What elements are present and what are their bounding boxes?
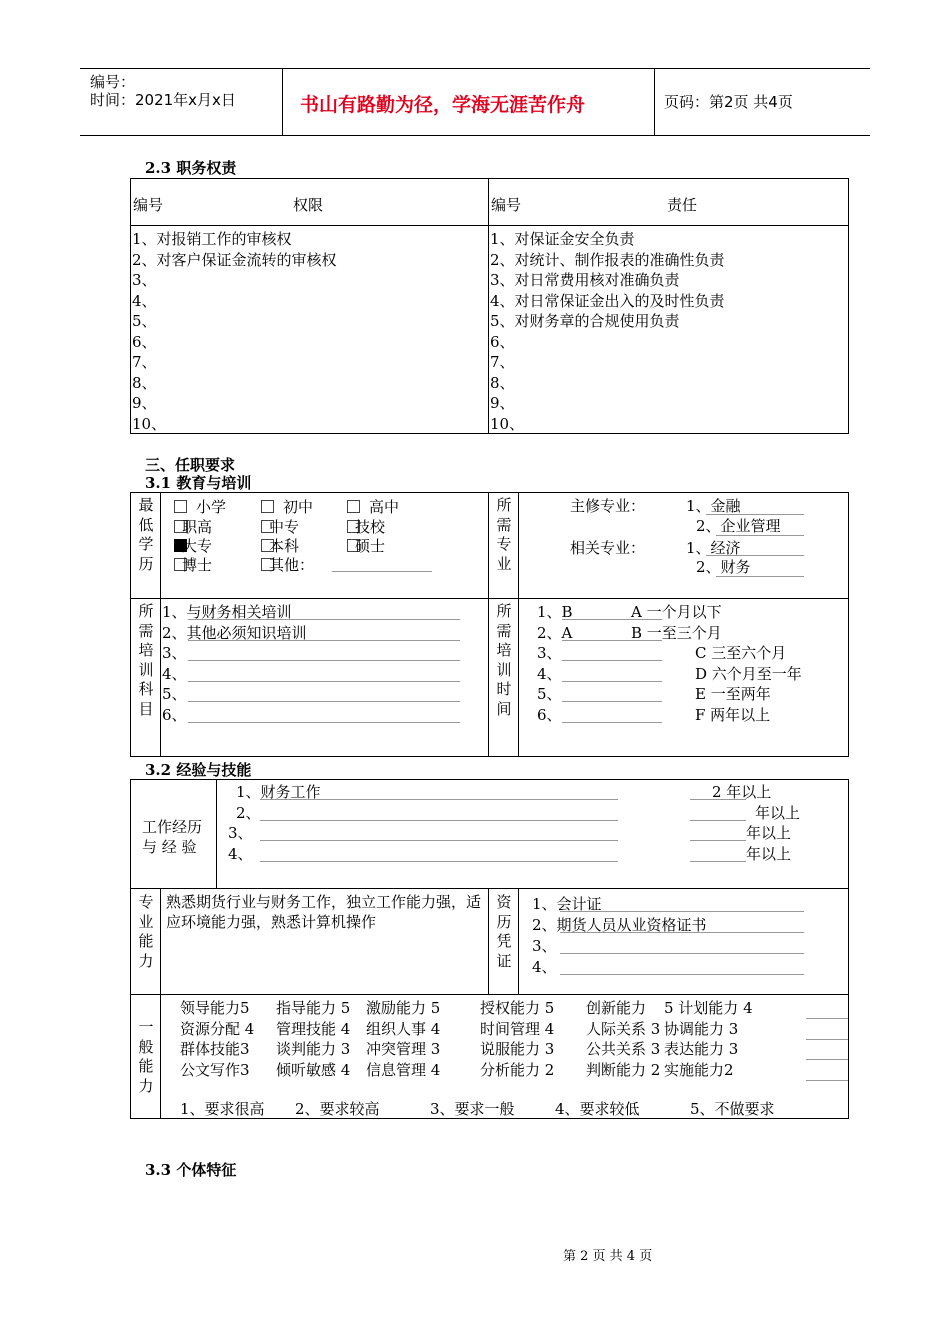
cert-item: 4、 [532,958,557,976]
ability-item: 时间管理 4 [480,1019,555,1038]
right-item: 7、 [132,353,157,371]
section-2-3-title: 2.3 职务权责 [145,159,237,177]
vertical-label-char: 一 [138,1018,154,1036]
training-item: 5、 [162,685,187,703]
ability-item: 表达能力 3 [664,1040,739,1058]
underline [560,911,804,912]
training-time-item: 4、 [537,664,562,683]
doc-date: 时间：2021年x月x日 [90,91,236,109]
ability-item: 协调能力 3 [664,1019,739,1038]
vertical-label-char: 专 [496,535,512,553]
vertical-label-char: 间 [496,699,512,718]
vertical-label-char: 资 [496,893,512,911]
section-3-3-title: 3.3 个体特征 [145,1161,237,1179]
duty-item: 5、对财务章的合规使用负责 [490,312,680,330]
vertical-label-char: 所 [496,602,512,620]
ability-item: 资源分配 4 [180,1019,255,1038]
right-item: 5、 [132,312,157,330]
training-item: 3、 [162,644,187,662]
time-option: C 三至六个月 [695,644,787,662]
edu-option-label: 本科 [269,537,300,555]
doc-number-label: 编号： [90,73,136,91]
edu-option-label: 初中 [283,498,314,516]
duty-item: 7、 [490,353,515,371]
underline [260,820,618,821]
time-option: A 一个月以下 [631,603,722,621]
time-option: F 两年以上 [695,705,771,724]
underline [562,722,662,723]
work-years: 年以上 [746,824,792,842]
vertical-label-char: 力 [138,951,154,970]
work-item: 2、 [236,803,261,822]
ability-item: 冲突管理 3 [366,1040,441,1058]
duty-item: 2、对统计、制作报表的准确性负责 [490,250,725,269]
underline [260,840,618,841]
right-item: 4、 [132,291,157,310]
edu-option-label: 中专 [269,518,300,536]
vertical-label-char: 需 [496,621,512,640]
vertical-label-char: 专 [138,893,154,911]
underline [806,1059,848,1060]
duty-item: 9、 [490,394,515,412]
underline [260,861,618,862]
vertical-label-char: 低 [138,515,154,534]
cert-item: 3、 [532,937,557,955]
right-item: 1、对报销工作的审核权 [132,230,292,248]
right-item: 6、 [132,332,157,351]
vertical-label-char: 业 [138,912,154,931]
ability-item: 指导能力 5 [276,999,351,1017]
ability-item: 组织人事 4 [366,1019,441,1038]
training-time-item: 2、A [537,623,573,642]
vertical-label-char: 证 [496,951,512,970]
duties-no-header: 编号 [491,196,522,214]
underline [806,1039,848,1040]
time-option: D 六个月至一年 [695,664,802,683]
ability-item: 创新能力 [586,999,647,1017]
ability-item: 授权能力 5 [480,999,555,1017]
vertical-label-char: 历 [496,912,512,931]
work-label-2: 与 经 验 [142,838,197,856]
pro-text: 熟悉期货行业与财务工作，独立工作能力强，适应环境能力强，熟悉计算机操作 [166,893,482,931]
rights-no-header: 编号 [133,196,164,214]
underline [806,1018,848,1019]
major-3: 1、经济 [686,539,741,557]
underline [188,660,460,661]
section-3-2-title: 3.2 经验与技能 [145,761,252,779]
ability-item: 人际关系 3 [586,1019,661,1038]
underline [188,701,460,702]
vertical-label-char: 培 [138,641,154,659]
edu-option-label: 职高 [182,518,213,536]
underline [560,974,804,975]
edu-option-label: 高中 [369,498,400,516]
legend-item: 2、要求较高 [295,1100,380,1118]
ability-item: 群体技能3 [180,1040,250,1058]
vertical-label-char: 需 [138,621,154,640]
right-item: 9、 [132,394,157,412]
vertical-label-char: 时 [496,680,512,698]
ability-item: 分析能力 2 [480,1060,555,1079]
underline [562,660,662,661]
training-item: 6、 [162,705,187,724]
underline [690,840,746,841]
vertical-label-char: 训 [138,660,154,679]
work-years: 年以上 [755,803,801,822]
underline [260,799,618,800]
edu-checkbox[interactable] [261,500,274,513]
page-code: 页码：第2页 共4页 [664,93,793,111]
underline [560,953,804,954]
ability-item: 判断能力 2 [586,1060,661,1079]
underline [562,701,662,702]
right-item: 8、 [132,373,157,392]
ability-item: 倾听敏感 4 [276,1060,351,1079]
vertical-label-char: 培 [496,641,512,659]
training-item: 2、其他必须知识培训 [162,623,307,642]
duty-item: 3、对日常费用核对准确负责 [490,271,680,289]
duty-item: 10、 [490,414,525,433]
vertical-label-char: 历 [138,554,154,573]
ability-item: 领导能力5 [180,999,250,1017]
edu-option-label: 大专 [182,537,213,555]
duty-item: 8、 [490,373,515,392]
vertical-label-char: 训 [496,660,512,679]
time-option: E 一至两年 [695,685,771,703]
vertical-label-char: 学 [138,535,154,553]
edu-option-label: 小学 [196,498,227,516]
cert-item: 2、期货人员从业资格证书 [532,916,707,934]
rights-header: 权限 [293,196,324,214]
vertical-label-char: 目 [138,699,154,718]
work-label: 工作经历 [142,818,203,836]
edu-option-label: 技校 [355,518,386,536]
legend-item: 1、要求很高 [180,1100,265,1118]
vertical-label-char: 力 [138,1076,154,1095]
edu-option-label: 其他： [269,556,315,574]
cert-item: 1、会计证 [532,895,602,913]
vertical-label-char: 需 [496,515,512,534]
major-1: 1、金融 [686,497,741,515]
vertical-label-char: 能 [138,932,154,950]
duties-header: 责任 [667,196,698,214]
vertical-label-char: 最 [138,496,154,514]
legend-item: 5、不做要求 [690,1100,775,1118]
ability-item: 公共关系 3 [586,1040,661,1058]
ability-item: 谈判能力 3 [276,1040,351,1058]
major-main-label: 主修专业： [570,497,646,515]
underline [806,1080,848,1081]
edu-option-label: 硕士 [355,537,386,555]
right-item: 2、对客户保证金流转的审核权 [132,250,337,269]
work-item: 3、 [228,824,253,842]
page-footer: 第 2 页 共 4 页 [563,1249,653,1264]
vertical-label-char: 科 [138,680,154,698]
vertical-label-char: 所 [138,602,154,620]
edu-option-label: 博士 [182,556,213,574]
ability-item: 5 计划能力 4 [664,999,753,1017]
duty-item: 1、对保证金安全负责 [490,230,635,248]
section-3-title: 三、任职要求 [145,456,236,474]
training-time-item: 1、B [537,603,573,621]
vertical-label-char: 凭 [496,932,512,950]
time-option: B 一至三个月 [631,623,722,642]
vertical-label-char: 能 [138,1057,154,1075]
work-item: 1、财务工作 [236,783,321,801]
training-time-item: 6、 [537,705,562,724]
underline [690,861,746,862]
underline [690,820,746,821]
legend-item: 3、要求一般 [430,1100,515,1118]
work-years: 年以上 [746,844,792,863]
underline [188,640,460,641]
ability-item: 管理技能 4 [276,1019,351,1038]
ability-item: 激励能力 5 [366,999,441,1017]
underline [188,722,460,723]
legend-item: 4、要求较低 [555,1100,640,1118]
underline [560,932,804,933]
underline [188,619,460,620]
underline [562,681,662,682]
vertical-label-char: 般 [138,1037,154,1056]
duty-item: 4、对日常保证金出入的及时性负责 [490,291,725,310]
edu-checkbox[interactable] [174,500,187,513]
work-years: 2 年以上 [712,783,772,801]
underline [188,681,460,682]
training-item: 4、 [162,664,187,683]
ability-item: 信息管理 4 [366,1060,441,1079]
edu-checkbox[interactable] [347,500,360,513]
right-item: 3、 [132,271,157,289]
right-item: 10、 [132,414,167,433]
training-item: 1、与财务相关培训 [162,603,292,621]
work-item: 4、 [228,844,253,863]
major-2: 2、企业管理 [696,517,781,535]
ability-item: 实施能力2 [664,1060,734,1079]
ability-item: 公文写作3 [180,1060,250,1079]
training-time-item: 3、 [537,644,562,662]
vertical-label-char: 所 [496,496,512,514]
duty-item: 6、 [490,332,515,351]
ability-item: 说服能力 3 [480,1040,555,1058]
training-time-item: 5、 [537,685,562,703]
vertical-label-char: 业 [496,554,512,573]
section-3-1-title: 3.1 教育与培训 [145,474,252,492]
major-related-label: 相关专业： [570,539,646,557]
header-motto: 书山有路勤为径，学海无涯苦作舟 [300,94,586,116]
major-4: 2、财务 [696,558,751,576]
